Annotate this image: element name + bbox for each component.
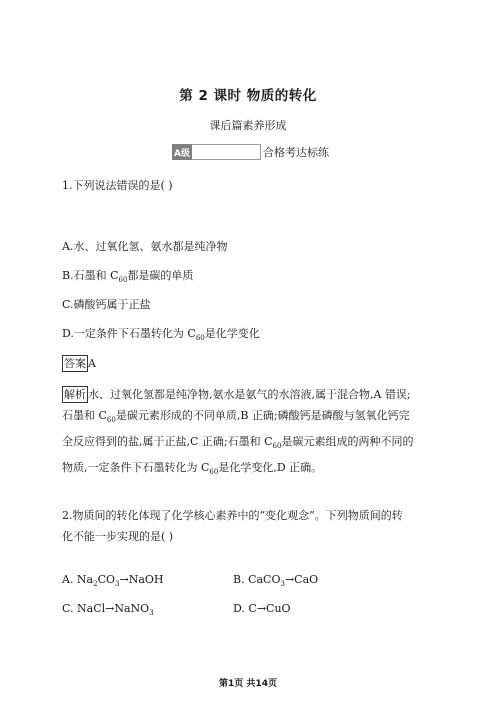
level-label: 合格考达标练 — [263, 146, 329, 159]
section-title: 课后篇素养形成 — [209, 119, 287, 132]
level-badge: A级 — [172, 144, 192, 160]
q1-option-b: B.石墨和 $C_{60}$都是碳的单质 — [62, 269, 194, 285]
answer-value: A — [88, 357, 96, 370]
analysis-tag: 解析 — [64, 388, 86, 401]
q1-stem: 1.下列说法错误的是( ) — [62, 179, 173, 192]
q1-answer — [62, 355, 96, 372]
q1-option-a: A.水、过氧化氢、氨水都是纯净物 — [62, 240, 228, 253]
page-footer: 第1页 共14页 — [219, 679, 277, 689]
analysis-line: 解析 水、过氧化氢都是纯净物,氨水是氨气的水溶液,属于混合物,A 错误; — [64, 388, 411, 401]
q1-option-c: C.磷酸钙属于正盐 — [62, 298, 151, 311]
q2-option-b: B. CaCO$_3$→CaO — [233, 573, 319, 589]
analysis-line: 全反应得到的盐,属于正盐,C 正确;石墨和 $C_{60}$是碳元素组成的两种不同的 — [62, 435, 414, 451]
level-bar — [192, 144, 261, 160]
analysis-line: 石墨和 $C_{60}$是碳元素形成的不同单质,B 正确;磷酸钙是磷酸与氢氧化钙完 — [62, 409, 410, 425]
lesson-title: 第 2 课时 物质的转化 — [179, 88, 317, 104]
q1-analysis — [62, 384, 442, 484]
level-heading — [172, 144, 329, 160]
q2-option-c: C. NaCl→NaNO$_3$ — [62, 602, 154, 618]
answer-tag: 答案 — [64, 357, 86, 370]
q2-stem: 2.物质间的转化体现了化学核心素养中的“变化观念”。下列物质间的转 化不能一步实现的是( ) — [62, 509, 403, 543]
q2-option-d: D. C→CuO — [233, 602, 291, 615]
analysis-line: 物质,一定条件下石墨转化为 $C_{60}$是化学变化,D 正确。 — [62, 461, 323, 477]
q2-option-a: A. $Na_2CO_3\to NaOH$ — [62, 573, 164, 589]
q1-option-d: D.一定条件下石墨转化为 $C_{60}$是化学变化 — [62, 327, 260, 343]
